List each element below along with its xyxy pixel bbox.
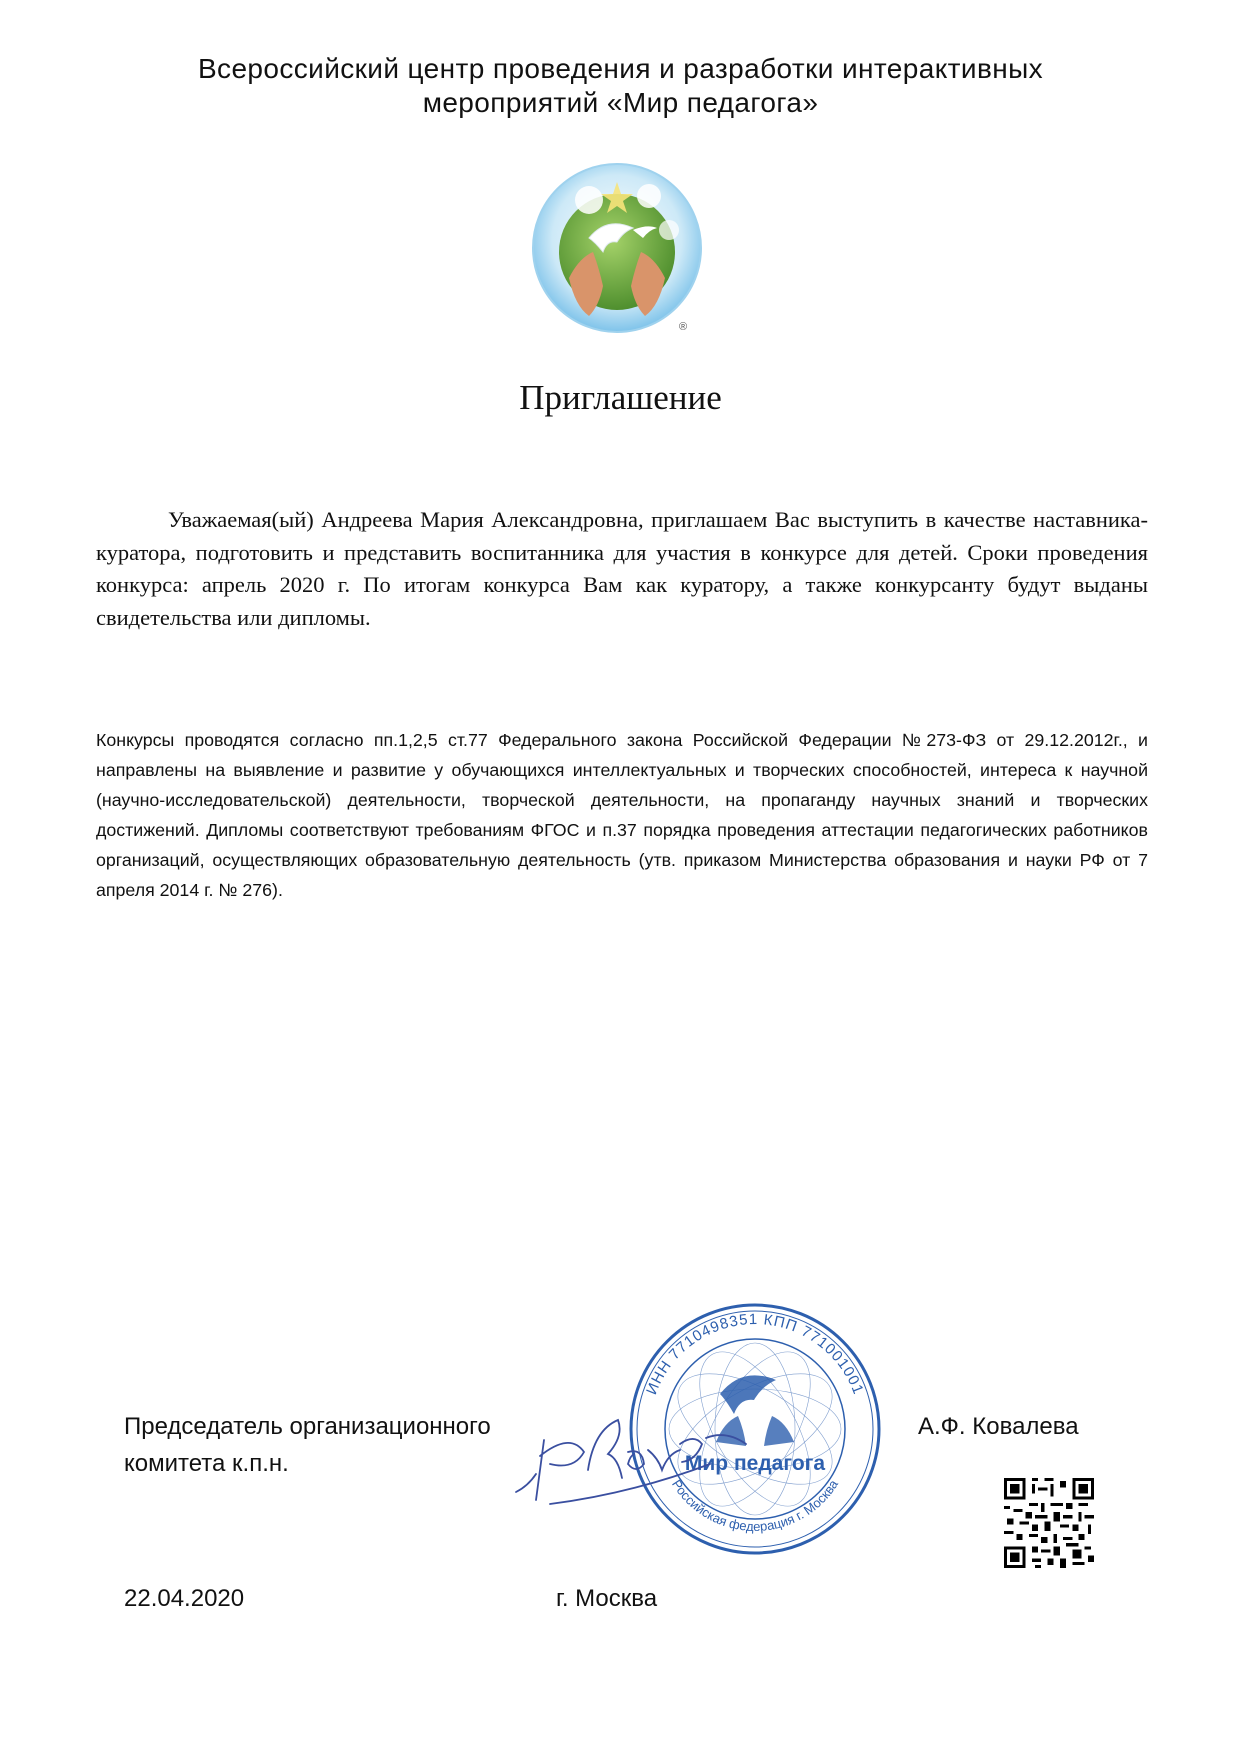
- signatory-position-line-2: комитета к.п.н.: [124, 1450, 289, 1477]
- stamp-top-text: ИНН 7710498351 КПП 771001001: [643, 1310, 867, 1398]
- stamp-center-text: Мир педагога: [684, 1452, 826, 1475]
- signatory-position: [124, 1408, 584, 1482]
- registered-mark: ®: [679, 321, 688, 333]
- organization-name-line-2: мероприятий «Мир педагога»: [422, 87, 819, 118]
- document-date: 22.04.2020: [124, 1585, 245, 1612]
- organization-name-line-1: Всероссийский центр проведения и разработки интерактивных: [197, 53, 1044, 84]
- organization-header: [60, 52, 1181, 120]
- signatory-name: А.Ф. Ковалева: [918, 1413, 1079, 1440]
- invitation-paragraph: Уважаемая(ый) Андреева Мария Александровна, приглашаем Вас выступить в качестве наставника-куратора, подготовить и представить воспитанника для участия в конкурсе для детей. Сроки проведения конкурса: апрель 2020 г. По итогам конкурса Вам как куратору, а также конкурсанту будут выданы свидетельства или дипломы.: [96, 507, 1148, 630]
- stamp-bottom-text: Российская федерация г. Москва: [669, 1476, 841, 1535]
- legal-basis-paragraph: Конкурсы проводятся согласно пп.1,2,5 ст.77 Федерального закона Российской Федерации №273-ФЗ от 29.12.2012г., и направлены на выявление и развитие у обучающихся интеллектуальных и творческих способностей, интереса к научной (научно-исследовательской) деятельности, творческой деятельности, на пропаганду научных знаний и творческих достижений. Дипломы соответствуют требованиям ФГОС и п.37 порядка проведения аттестации педагогических работников организаций, осуществляющих образовательную деятельность (утв. приказом Министерства образования и науки РФ от 7 апреля 2014 г. № 276).: [96, 730, 1148, 900]
- page-title: Приглашение: [519, 378, 722, 417]
- signatory-position-line-1: Председатель организационного: [124, 1413, 491, 1440]
- document-city: г. Москва: [556, 1585, 658, 1612]
- dove-globe-hands-logo-icon: [529, 160, 710, 341]
- qr-code: [1004, 1478, 1094, 1568]
